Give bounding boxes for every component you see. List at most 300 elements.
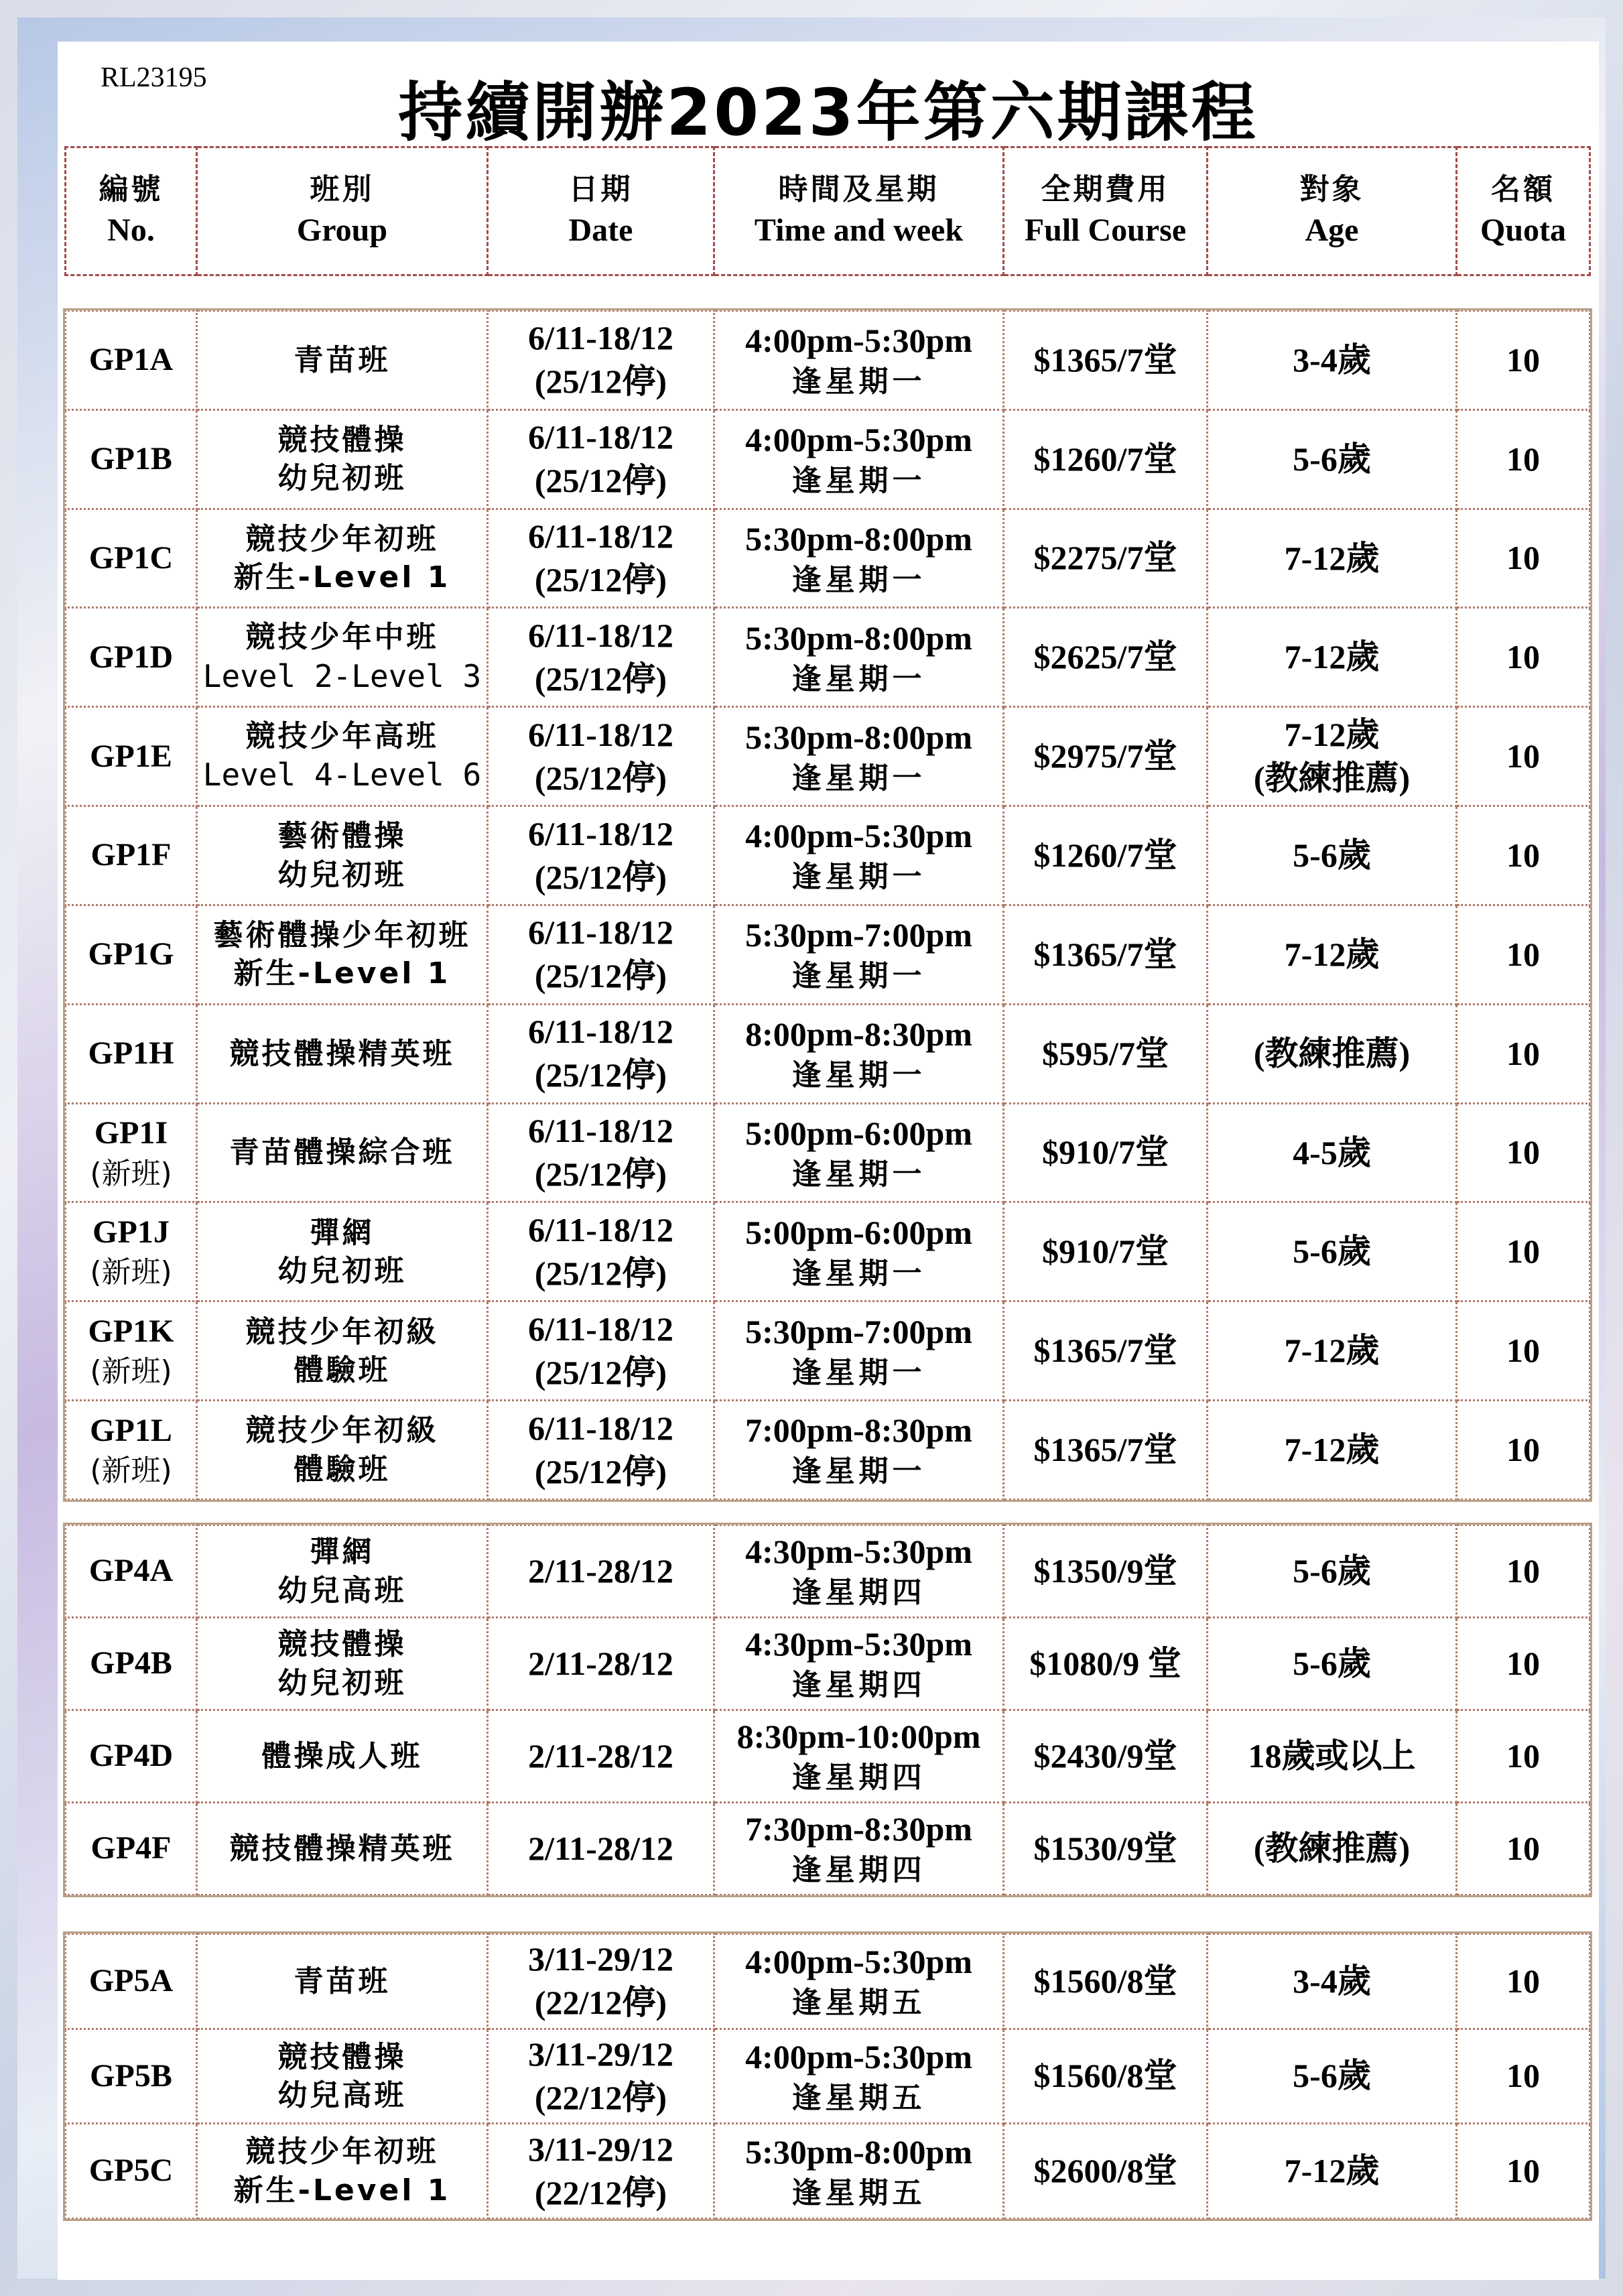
course-time-cell: [714, 905, 1004, 1004]
course-age-line: 7-12歲: [1284, 1431, 1380, 1469]
course-time: 5:00pm-6:00pm: [745, 1114, 972, 1152]
course-fee: $1350/9堂: [1033, 1551, 1177, 1590]
table-row: [66, 1103, 1590, 1202]
course-fee: $2625/7堂: [1033, 638, 1177, 676]
header-time: 時間及星期 Time and week: [714, 147, 1004, 275]
course-date-cell: [488, 1301, 714, 1401]
course-code: GP1B: [90, 441, 172, 477]
header-quota: 名額 Quota: [1457, 147, 1590, 275]
course-code: GP4D: [88, 1738, 174, 1774]
course-age-cell: [1208, 1004, 1457, 1103]
course-name-line: 競技體操: [277, 1627, 407, 1662]
course-date-cell: [488, 1710, 714, 1803]
course-quota-cell: [1457, 1202, 1590, 1301]
course-quota-cell: [1457, 1301, 1590, 1401]
course-age-cell: [1208, 1803, 1457, 1895]
course-fee-cell: [1004, 1301, 1208, 1401]
course-fee-cell: [1004, 707, 1208, 806]
course-time-cell: [714, 1525, 1004, 1618]
course-fee: $2430/9堂: [1033, 1736, 1177, 1775]
table-row: [66, 1525, 1590, 1618]
course-fee-cell: [1004, 311, 1208, 410]
course-quota: 10: [1506, 1829, 1540, 1867]
new-class-tag: (新班): [90, 1255, 172, 1290]
course-name-line: Level 4-Level 6: [202, 757, 482, 793]
course-date-line: 2/11-28/12: [528, 1737, 673, 1775]
course-quota: 10: [1506, 1644, 1540, 1682]
course-code-cell: [66, 311, 197, 410]
course-code: GP1L: [90, 1412, 172, 1448]
course-code: GP1I: [94, 1115, 168, 1151]
course-weekday: 逢星期一: [791, 761, 926, 795]
course-age-line: 5-6歲: [1293, 1552, 1371, 1590]
course-name-line: 競技少年初班: [245, 521, 439, 556]
course-age-cell: [1208, 608, 1457, 707]
course-date-line: 6/11-18/12: [528, 418, 673, 456]
course-name-cell: [197, 1202, 488, 1301]
course-name-line: 彈網: [310, 1215, 375, 1250]
course-weekday: 逢星期一: [791, 1058, 926, 1093]
course-quota: 10: [1506, 440, 1540, 478]
course-code: GP4F: [90, 1830, 172, 1866]
document-code: RL23195: [101, 62, 207, 93]
course-name-line: 彈網: [310, 1535, 375, 1570]
new-class-tag: (新班): [90, 1354, 172, 1389]
course-weekday: 逢星期五: [791, 2175, 926, 2210]
course-age-cell: [1208, 1934, 1457, 2029]
course-code: GP1C: [88, 539, 174, 576]
course-fee: $1260/7堂: [1033, 836, 1177, 874]
course-name-cell: [197, 1618, 488, 1710]
table-row: [66, 2029, 1590, 2124]
course-fee-cell: [1004, 608, 1208, 707]
course-age-cell: [1208, 2029, 1457, 2124]
course-code: GP5B: [90, 2057, 172, 2094]
course-code: GP1H: [88, 1035, 174, 1072]
course-code: GP4B: [90, 1645, 172, 1681]
course-quota: 10: [1506, 539, 1540, 577]
course-name-cell: [197, 2124, 488, 2219]
course-date-cell: [488, 509, 714, 608]
course-date-line: (25/12停): [534, 561, 667, 599]
course-code: GP1F: [90, 837, 172, 873]
course-code-cell: [66, 1202, 197, 1301]
course-fee: $2275/7堂: [1033, 539, 1177, 577]
course-quota: 10: [1506, 1232, 1540, 1271]
course-date-cell: [488, 2029, 714, 2124]
course-weekday: 逢星期四: [791, 1853, 926, 1888]
course-age-cell: [1208, 1525, 1457, 1618]
course-code-cell: [66, 409, 197, 509]
course-time-cell: [714, 608, 1004, 707]
course-date-line: (25/12停): [534, 1254, 667, 1292]
course-age-cell: [1208, 806, 1457, 905]
course-quota-cell: [1457, 806, 1590, 905]
course-name-cell: [197, 1004, 488, 1103]
course-time: 5:30pm-8:00pm: [745, 619, 972, 657]
course-code: GP1D: [88, 639, 174, 675]
course-date-line: 6/11-18/12: [528, 1210, 673, 1249]
course-quota: 10: [1506, 1430, 1540, 1468]
course-code-cell: [66, 608, 197, 707]
header-age: 對象 Age: [1208, 147, 1457, 275]
course-date-line: (25/12停): [534, 858, 667, 896]
course-name-line: 藝術體操: [277, 819, 407, 854]
course-fee: $1560/8堂: [1033, 2057, 1177, 2095]
course-quota: 10: [1506, 1962, 1540, 2000]
course-date-cell: [488, 1525, 714, 1618]
course-fee: $1365/7堂: [1033, 935, 1177, 973]
course-quota-cell: [1457, 1618, 1590, 1710]
course-name-line: 體驗班: [294, 1352, 391, 1387]
course-date-line: 2/11-28/12: [528, 1830, 673, 1867]
course-time-cell: [714, 311, 1004, 410]
course-name-line: 競技少年初班: [245, 2134, 439, 2169]
course-name-line: 競技少年中班: [245, 620, 439, 655]
table-row: [66, 1202, 1590, 1301]
table-row: [66, 905, 1590, 1004]
course-code: GP5C: [88, 2153, 174, 2189]
course-code-cell: [66, 1710, 197, 1803]
course-quota: 10: [1506, 1736, 1540, 1775]
course-weekday: 逢星期一: [791, 860, 926, 895]
course-quota-cell: [1457, 1401, 1590, 1500]
new-class-tag: (新班): [90, 1156, 172, 1191]
course-time: 4:30pm-5:30pm: [745, 1533, 972, 1571]
course-date-line: 6/11-18/12: [528, 517, 673, 556]
course-age-line: 7-12歲: [1284, 935, 1380, 973]
course-weekday: 逢星期一: [791, 1256, 926, 1291]
course-date-cell: [488, 2124, 714, 2219]
course-quota: 10: [1506, 1551, 1540, 1590]
course-date-cell: [488, 1004, 714, 1103]
course-name-cell: [197, 707, 488, 806]
course-date-line: (25/12停): [534, 1353, 667, 1391]
course-name-cell: [197, 509, 488, 608]
course-quota: 10: [1506, 737, 1540, 775]
course-name-cell: [197, 409, 488, 509]
course-date-line: 6/11-18/12: [528, 1310, 673, 1348]
course-quota-cell: [1457, 905, 1590, 1004]
course-time-cell: [714, 2124, 1004, 2219]
course-quota-cell: [1457, 1103, 1590, 1202]
course-fee-cell: [1004, 1803, 1208, 1895]
course-time: 5:30pm-7:00pm: [745, 1312, 972, 1350]
course-date-cell: [488, 806, 714, 905]
table-row: [66, 2124, 1590, 2219]
course-fee: $1365/7堂: [1033, 340, 1177, 379]
course-code-cell: [66, 1004, 197, 1103]
course-weekday: 逢星期四: [791, 1576, 926, 1610]
course-date-line: 3/11-29/12: [528, 2130, 673, 2168]
course-fee-cell: [1004, 806, 1208, 905]
course-quota: 10: [1506, 1034, 1540, 1072]
table-row: [66, 1710, 1590, 1803]
course-time: 8:30pm-10:00pm: [736, 1718, 981, 1756]
course-fee-cell: [1004, 1401, 1208, 1500]
course-name-cell: [197, 311, 488, 410]
course-code-cell: [66, 2029, 197, 2124]
course-date-line: (22/12停): [534, 2173, 667, 2212]
course-time-cell: [714, 1934, 1004, 2029]
course-quota: 10: [1506, 2057, 1540, 2095]
course-quota-cell: [1457, 1525, 1590, 1618]
course-code-cell: [66, 1301, 197, 1401]
course-date-line: (25/12停): [534, 659, 667, 698]
course-date-line: 6/11-18/12: [528, 913, 673, 952]
course-code: GP5A: [88, 1963, 174, 1999]
course-name-line: 新生-Level 1: [233, 2173, 451, 2208]
course-weekday: 逢星期一: [791, 562, 926, 597]
course-name-line: 幼兒高班: [277, 2078, 407, 2112]
course-age-line: (教練推薦): [1253, 1034, 1411, 1072]
course-fee-cell: [1004, 1934, 1208, 2029]
course-name-line: 新生-Level 1: [233, 956, 451, 991]
course-fee-cell: [1004, 1004, 1208, 1103]
course-date-cell: [488, 1202, 714, 1301]
table-row: [66, 311, 1590, 410]
course-quota-cell: [1457, 707, 1590, 806]
course-code-cell: [66, 2124, 197, 2219]
course-date-line: (25/12停): [534, 1056, 667, 1094]
course-quota-cell: [1457, 2124, 1590, 2219]
course-date-line: 6/11-18/12: [528, 1112, 673, 1150]
course-time: 4:00pm-5:30pm: [745, 322, 972, 360]
course-quota: 10: [1506, 2151, 1540, 2189]
course-code: GP1E: [90, 738, 172, 774]
course-quota-cell: [1457, 608, 1590, 707]
course-name-line: Level 2-Level 3: [202, 657, 482, 694]
course-date-line: (25/12停): [534, 363, 667, 401]
course-date-line: (22/12停): [534, 2078, 667, 2116]
column-header-table: [64, 146, 1591, 276]
course-date-line: 3/11-29/12: [528, 2035, 673, 2073]
course-date-cell: [488, 409, 714, 509]
course-age-cell: [1208, 509, 1457, 608]
course-age-cell: [1208, 409, 1457, 509]
course-name-line: 幼兒初班: [277, 1665, 407, 1700]
course-quota: 10: [1506, 935, 1540, 973]
course-name-line: 藝術體操少年初班: [213, 918, 471, 953]
course-date-cell: [488, 707, 714, 806]
course-code: GP4A: [88, 1553, 174, 1589]
course-date-cell: [488, 1103, 714, 1202]
course-code-cell: [66, 905, 197, 1004]
course-code-cell: [66, 1618, 197, 1710]
course-time-cell: [714, 509, 1004, 608]
course-fee-cell: [1004, 1103, 1208, 1202]
course-fee: $1530/9堂: [1033, 1829, 1177, 1867]
course-fee: $1365/7堂: [1033, 1430, 1177, 1468]
course-name-line: 競技體操精英班: [229, 1036, 455, 1071]
course-table-3: [64, 1933, 1591, 2220]
course-quota-cell: [1457, 509, 1590, 608]
course-age-line: 5-6歲: [1293, 1232, 1371, 1271]
course-age-line: 7-12歲: [1284, 715, 1380, 753]
course-name-cell: [197, 905, 488, 1004]
course-date-cell: [488, 311, 714, 410]
course-name-line: 青苗體操綜合班: [229, 1135, 455, 1170]
page-border: [17, 17, 1606, 2279]
table-row: [66, 1004, 1590, 1103]
course-time: 4:00pm-5:30pm: [745, 1943, 972, 1981]
course-date-line: (25/12停): [534, 1155, 667, 1194]
course-date-line: 6/11-18/12: [528, 319, 673, 357]
header-date: 日期 Date: [488, 147, 714, 275]
course-name-line: 競技少年高班: [245, 719, 439, 754]
course-name-line: 新生-Level 1: [233, 560, 451, 595]
course-name-line: 幼兒高班: [277, 1573, 407, 1608]
course-time-cell: [714, 1710, 1004, 1803]
course-code-cell: [66, 1103, 197, 1202]
course-fee: $910/7堂: [1042, 1133, 1169, 1171]
course-time-cell: [714, 806, 1004, 905]
new-class-tag: (新班): [90, 1454, 172, 1488]
course-time: 4:30pm-5:30pm: [745, 1625, 972, 1663]
course-date-line: 6/11-18/12: [528, 616, 673, 654]
course-name-line: 體驗班: [294, 1452, 391, 1486]
course-age-line: 5-6歲: [1293, 1645, 1371, 1682]
course-date-cell: [488, 1401, 714, 1500]
course-name-cell: [197, 1710, 488, 1803]
course-fee: $1560/8堂: [1033, 1962, 1177, 2000]
course-quota: 10: [1506, 1133, 1540, 1171]
course-name-cell: [197, 1401, 488, 1500]
course-name-line: 競技少年初級: [245, 1314, 439, 1349]
course-fee-cell: [1004, 1525, 1208, 1618]
course-date-line: (22/12停): [534, 1984, 667, 2022]
course-age-cell: [1208, 707, 1457, 806]
course-table-2: [64, 1524, 1591, 1896]
course-weekday: 逢星期一: [791, 464, 926, 499]
course-fee: $1260/7堂: [1033, 440, 1177, 478]
course-quota-cell: [1457, 311, 1590, 410]
course-date-line: 2/11-28/12: [528, 1645, 673, 1682]
course-code-cell: [66, 509, 197, 608]
course-age-line: (教練推薦): [1253, 759, 1411, 797]
course-time: 7:30pm-8:30pm: [745, 1810, 972, 1848]
course-age-cell: [1208, 1301, 1457, 1401]
course-age-cell: [1208, 1401, 1457, 1500]
course-age-line: 5-6歲: [1293, 2057, 1371, 2095]
course-weekday: 逢星期一: [791, 365, 926, 399]
course-name-cell: [197, 1301, 488, 1401]
course-time: 4:00pm-5:30pm: [745, 2037, 972, 2076]
table-row: [66, 1301, 1590, 1401]
course-name-line: 體操成人班: [261, 1738, 423, 1773]
course-name-cell: [197, 1803, 488, 1895]
page-title: 持續開辦2023年第六期課程: [398, 75, 1258, 150]
course-fee-cell: [1004, 2029, 1208, 2124]
course-time-cell: [714, 2029, 1004, 2124]
course-age-cell: [1208, 905, 1457, 1004]
course-fee-cell: [1004, 1710, 1208, 1803]
course-code-cell: [66, 1803, 197, 1895]
header-no: 編號 No.: [66, 147, 197, 275]
course-time: 5:30pm-7:00pm: [745, 916, 972, 954]
course-code-cell: [66, 806, 197, 905]
course-time-cell: [714, 409, 1004, 509]
course-time-cell: [714, 1301, 1004, 1401]
course-time-cell: [714, 1618, 1004, 1710]
course-name-cell: [197, 2029, 488, 2124]
document-page: [58, 42, 1599, 2280]
course-date-line: 6/11-18/12: [528, 814, 673, 852]
table-row: [66, 1618, 1590, 1710]
course-fee: $595/7堂: [1042, 1034, 1169, 1072]
course-fee: $1080/9 堂: [1029, 1644, 1181, 1682]
course-time-cell: [714, 1401, 1004, 1500]
course-code: GP1J: [92, 1214, 170, 1251]
course-time: 8:00pm-8:30pm: [745, 1015, 972, 1054]
course-code: GP1K: [88, 1313, 174, 1349]
course-age-line: 7-12歲: [1284, 539, 1380, 577]
course-quota: 10: [1506, 340, 1540, 379]
course-name-line: 競技體操: [277, 423, 407, 458]
course-name-cell: [197, 608, 488, 707]
course-date-line: 6/11-18/12: [528, 715, 673, 753]
course-date-line: 3/11-29/12: [528, 1940, 673, 1978]
course-name-cell: [197, 1934, 488, 2029]
course-fee: $1365/7堂: [1033, 1332, 1177, 1369]
course-weekday: 逢星期一: [791, 661, 926, 696]
course-date-line: (25/12停): [534, 957, 667, 995]
course-quota-cell: [1457, 1803, 1590, 1895]
course-weekday: 逢星期一: [791, 959, 926, 994]
course-age-cell: [1208, 311, 1457, 410]
table-row: [66, 509, 1590, 608]
course-fee: $2975/7堂: [1033, 737, 1177, 775]
course-name-line: 競技體操精英班: [229, 1831, 455, 1866]
course-name-line: 競技體操: [277, 2039, 407, 2074]
course-date-line: 6/11-18/12: [528, 1013, 673, 1051]
course-fee-cell: [1004, 1618, 1208, 1710]
course-time-cell: [714, 1004, 1004, 1103]
course-quota-cell: [1457, 409, 1590, 509]
course-date-cell: [488, 1934, 714, 2029]
course-code-cell: [66, 1934, 197, 2029]
course-fee-cell: [1004, 2124, 1208, 2219]
course-date-cell: [488, 1618, 714, 1710]
course-fee: $910/7堂: [1042, 1232, 1169, 1271]
course-fee-cell: [1004, 1202, 1208, 1301]
course-time-cell: [714, 1103, 1004, 1202]
course-code: GP1A: [88, 342, 174, 378]
course-date-cell: [488, 905, 714, 1004]
course-quota: 10: [1506, 1332, 1540, 1369]
course-weekday: 逢星期一: [791, 1454, 926, 1489]
course-weekday: 逢星期五: [791, 1986, 926, 2021]
course-name-line: 青苗班: [294, 342, 391, 377]
course-name-line: 競技少年初級: [245, 1413, 439, 1448]
course-age-line: 3-4歲: [1293, 340, 1371, 379]
course-age-cell: [1208, 1103, 1457, 1202]
course-date-line: (25/12停): [534, 1452, 667, 1490]
course-date-line: 6/11-18/12: [528, 1409, 673, 1447]
course-date-line: 2/11-28/12: [528, 1552, 673, 1590]
course-fee-cell: [1004, 409, 1208, 509]
course-weekday: 逢星期四: [791, 1668, 926, 1703]
course-weekday: 逢星期一: [791, 1355, 926, 1390]
course-weekday: 逢星期一: [791, 1157, 926, 1192]
table-row: [66, 1803, 1590, 1895]
course-age-line: (教練推薦): [1253, 1830, 1411, 1867]
table-row: [66, 1401, 1590, 1500]
table-row: [66, 409, 1590, 509]
course-weekday: 逢星期五: [791, 2080, 926, 2115]
course-time: 4:00pm-5:30pm: [745, 421, 972, 459]
course-fee-cell: [1004, 905, 1208, 1004]
